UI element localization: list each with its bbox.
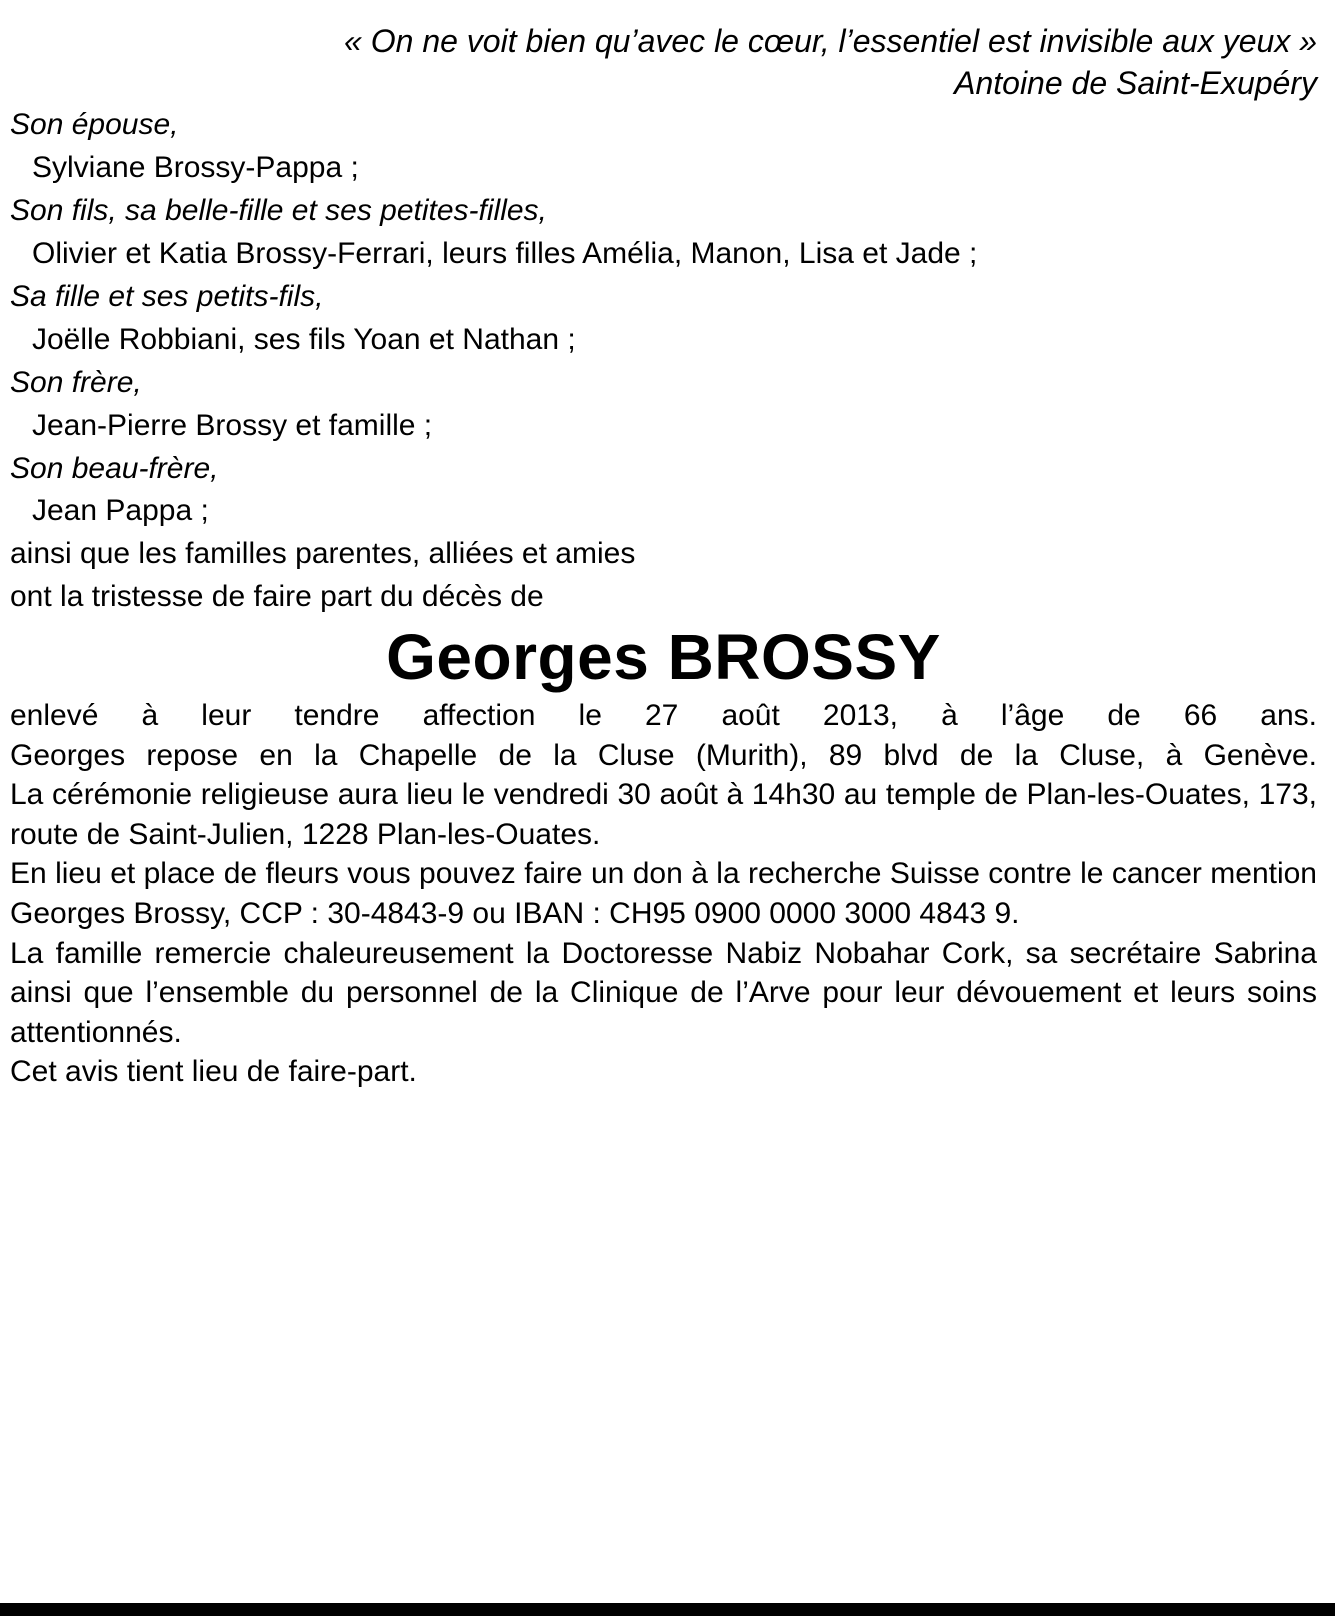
family-names: Jean Pappa ; [32, 494, 209, 528]
family-relation: Son fils, sa belle-fille et ses petites-filles, [10, 194, 547, 228]
quote-attribution: Antoine de Saint-Exupéry [954, 65, 1317, 102]
repose-location-line: Georges repose en la Chapelle de la Cluse (Murith), 89 blvd de la Cluse, à Genève. [10, 738, 1317, 772]
quote-text: « On ne voit bien qu’avec le cœur, l’essentiel est invisible aux yeux » [344, 23, 1317, 59]
family-list [10, 104, 1317, 533]
family-relation: Son épouse, [10, 108, 179, 142]
family-relation: Sa fille et ses petits-fils, [10, 280, 324, 314]
thanks-paragraph: La famille remercie chaleureusement la Doctoresse Nabiz Nobahar Cork, sa secrétaire Sabrina ainsi que l’ensemble du personnel de la Clinique de l’Arve pour leur dévouement et leurs soins attentionnés. [10, 936, 1317, 1049]
family-names: Joëlle Robbiani, ses fils Yoan et Nathan ; [32, 322, 576, 356]
family-names: Jean-Pierre Brossy et famille ; [32, 408, 433, 442]
family-relation: Son frère, [10, 365, 142, 399]
donation-paragraph: En lieu et place de fleurs vous pouvez faire un don à la recherche Suisse contre le cancer mention Georges Brossy, CCP : 30-4843-9 ou IBAN : CH95 0900 0000 3000 4843 9. [10, 857, 1317, 930]
bottom-divider-bar [0, 1603, 1335, 1616]
announcement-line: ont la tristesse de faire part du décès de [10, 580, 544, 614]
deceased-name: Georges BROSSY [386, 621, 941, 694]
opening-quote [10, 20, 1317, 104]
families-line: ainsi que les familles parentes, alliées et amies [10, 537, 636, 571]
family-names: Olivier et Katia Brossy-Ferrari, leurs filles Amélia, Manon, Lisa et Jade ; [32, 237, 978, 271]
death-date-line: enlevé à leur tendre affection le 27 août 2013, à l’âge de 66 ans. [10, 698, 1317, 732]
closing-line: Cet avis tient lieu de faire-part. [10, 1055, 417, 1089]
family-relation: Son beau-frère, [10, 451, 219, 485]
ceremony-paragraph: La cérémonie religieuse aura lieu le vendredi 30 août à 14h30 au temple de Plan-les-Ouates, 173, route de Saint-Julien, 1228 Plan-les-Ouates. [10, 778, 1317, 851]
family-names: Sylviane Brossy-Pappa ; [32, 151, 359, 185]
